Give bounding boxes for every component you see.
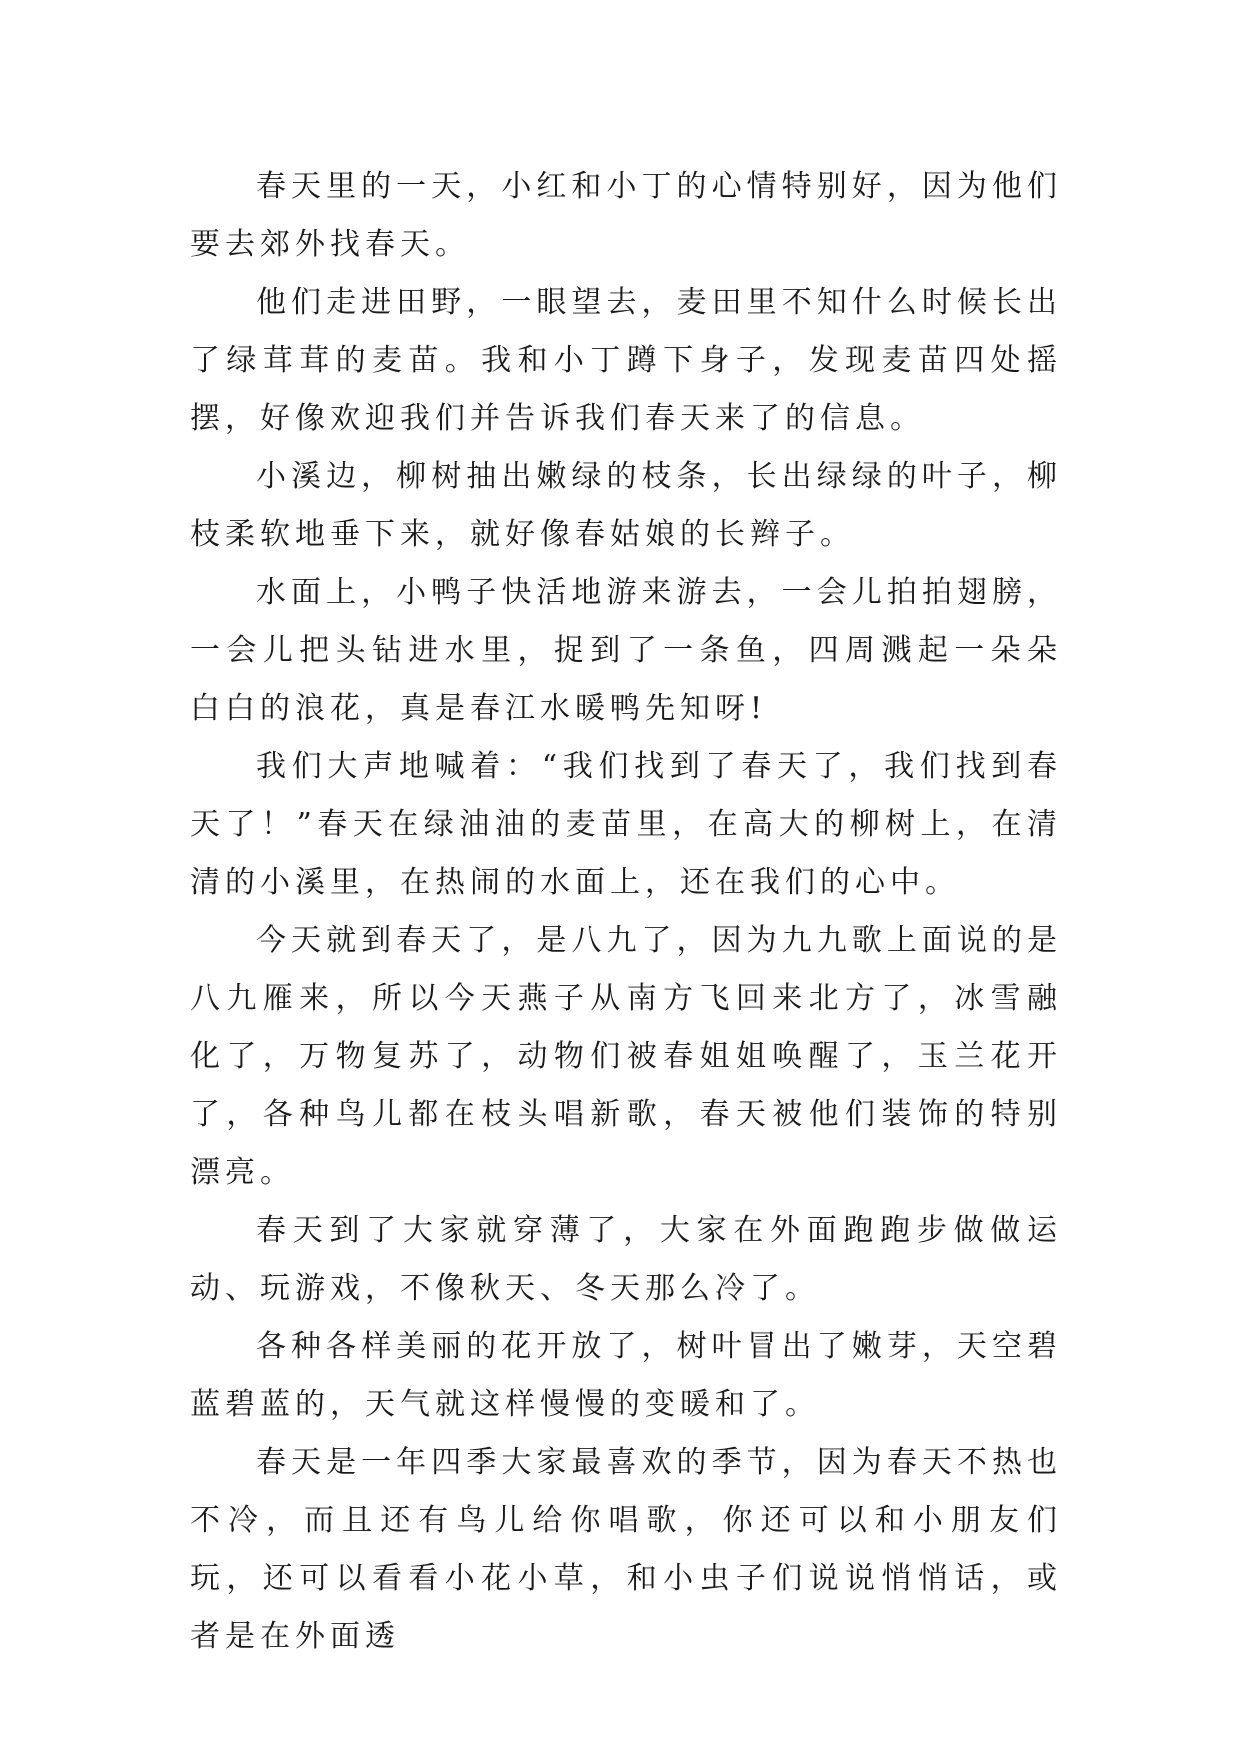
paragraph-1: 春天里的一天，小红和小丁的心情特别好，因为他们要去郊外找春天。 — [190, 169, 1062, 262]
paragraph-9: 春天是一年四季大家最喜欢的季节，因为春天不热也不冷，而且还有鸟儿给你唱歌，你还可以和小朋友们玩，还可以看看小花小草，和小虫子们说说悄悄话，或者是在外面透 — [190, 1445, 1062, 1654]
paragraph-8: 各种各样美丽的花开放了，树叶冒出了嫩芽，天空碧蓝碧蓝的，天气就这样慢慢的变暖和了。 — [190, 1329, 1062, 1422]
paragraph-7: 春天到了大家就穿薄了，大家在外面跑跑步做做运动、玩游戏，不像秋天、冬天那么冷了。 — [190, 1213, 1062, 1306]
paragraph-2: 他们走进田野，一眼望去，麦田里不知什么时候长出了绿茸茸的麦苗。我和小丁蹲下身子，发现麦苗四处摇摆，好像欢迎我们并告诉我们春天来了的信息。 — [190, 285, 1062, 436]
paragraph-4: 水面上，小鸭子快活地游来游去，一会儿拍拍翅膀，一会儿把头钻进水里，捉到了一条鱼，四周溅起一朵朵白白的浪花，真是春江水暖鸭先知呀! — [190, 575, 1062, 726]
paragraph-3: 小溪边，柳树抽出嫩绿的枝条，长出绿绿的叶子，柳枝柔软地垂下来，就好像春姑娘的长辫子。 — [190, 459, 1062, 552]
paragraph-5: 我们大声地喊着：“我们找到了春天了，我们找到春天了！”春天在绿油油的麦苗里，在高大的柳树上，在清清的小溪里，在热闹的水面上，还在我们的心中。 — [190, 749, 1062, 900]
paragraph-6: 今天就到春天了，是八九了，因为九九歌上面说的是八九雁来，所以今天燕子从南方飞回来北方了，冰雪融化了，万物复苏了，动物们被春姐姐唤醒了，玉兰花开了，各种鸟儿都在枝头唱新歌，春天被他们装饰的特别漂亮。 — [190, 923, 1062, 1190]
document-body — [190, 158, 1062, 1666]
